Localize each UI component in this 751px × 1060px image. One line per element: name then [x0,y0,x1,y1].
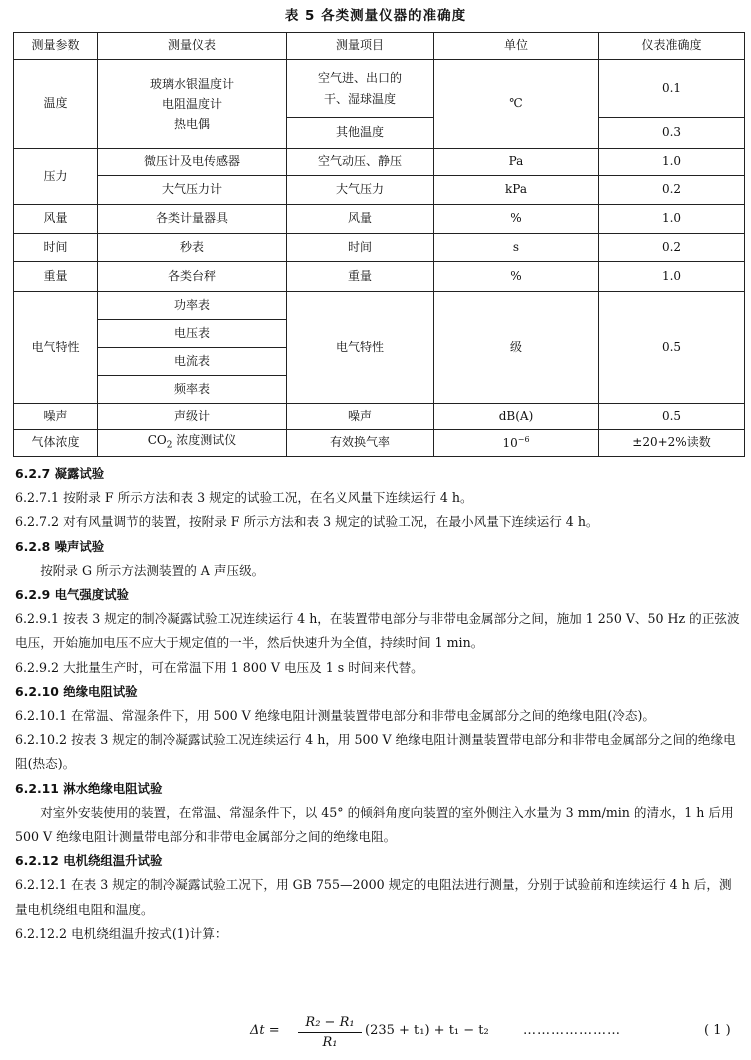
section-paragraph: 6.2.9.1 按表 3 规定的制冷凝露试验工况连续运行 4 h，在装置带电部分与非带电金属部分之间，施加 1 250 V、50 Hz 的正弦波电压，开始施加电压不应大于规定值的一半，然后快速升为全值，持续时间 1 min。 [15,611,740,651]
formula-lhs: Δt = [250,1023,280,1038]
section-heading: 6.2.10 绝缘电阻试验 [15,683,138,699]
instrument-cell: 电流表 [98,348,287,376]
instrument-cell: 功率表 [98,292,287,320]
accuracy-cell: 1.0 [599,205,745,234]
accuracy-cell: 0.5 [599,292,745,404]
formula-fraction [298,1013,362,1052]
body-text [15,462,743,946]
instrument-cell [98,60,287,149]
instrument-cell: 电压表 [98,320,287,348]
unit-cell: kPa [434,176,599,205]
instrument-cell [98,430,287,457]
section-heading: 6.2.8 噪声试验 [15,538,105,554]
table-row [14,205,745,234]
header-cell: 仪表准确度 [599,33,745,60]
instrument-cell: 各类计量器具 [98,205,287,234]
table-row [14,292,745,320]
section-paragraph: 6.2.7.1 按附录 F 所示方法和表 3 规定的试验工况，在名义风量下连续运行 4 h。 [15,490,473,506]
table-row [14,60,745,118]
param-cell: 温度 [14,60,98,149]
section-heading: 6.2.12 电机绕组温升试验 [15,853,163,869]
section-heading: 6.2.11 淋水绝缘电阻试验 [15,780,163,796]
item-cell: 大气压力 [287,176,434,205]
param-cell: 压力 [14,149,98,205]
section-paragraph: 6.2.12.1 在表 3 规定的制冷凝露试验工况下，用 GB 755—2000 规定的电阻法进行测量，分别于试验前和连续运行 4 h 后，测量电机绕组电阻和温度。 [15,877,732,917]
header-cell: 测量项目 [287,33,434,60]
section-heading: 6.2.7 凝露试验 [15,466,105,481]
table-caption: 表 5 各类测量仪器的准确度 [284,8,467,24]
accuracy-cell: 0.3 [599,118,745,149]
section-paragraph: 按附录 G 所示方法测装置的 A 声压级。 [40,562,265,578]
formula-rest: (235 + t₁) + t₁ − t₂ [365,1023,489,1038]
accuracy-cell: 1.0 [599,149,745,176]
header-cell: 测量参数 [14,33,98,60]
item-cell: 风量 [287,205,434,234]
unit-cell [434,430,599,457]
instrument-suffix: 浓度测试仪 [172,433,237,448]
unit-exponent: −6 [517,434,530,444]
param-cell: 电气特性 [14,292,98,404]
section-paragraph: 6.2.12.2 电机绕组温升按式(1)计算： [15,925,228,941]
param-cell: 重量 [14,262,98,292]
formula-1 [0,1013,751,1055]
co2-subscript: 2 [166,440,173,451]
table-row [14,234,745,262]
section-paragraph: 6.2.9.2 大批量生产时，可在常温下用 1 800 V 电压及 1 s 时间来代替。 [15,659,424,675]
item-cell [287,60,434,118]
param-cell: 风量 [14,205,98,234]
item-cell: 空气动压、静压 [287,149,434,176]
instrument-line: 玻璃水银温度计 [149,77,234,91]
accuracy-cell: 1.0 [599,262,745,292]
param-cell: 噪声 [14,404,98,430]
param-cell: 时间 [14,234,98,262]
section-paragraph: 6.2.10.2 按表 3 规定的制冷凝露试验工况连续运行 4 h，用 500 V 绝缘电阻计测量装置带电部分和非带电金属部分之间的绝缘电阻(热态)。 [15,732,736,772]
unit-cell: % [434,262,599,292]
instrument-cell: 大气压力计 [98,176,287,205]
header-cell: 测量仪表 [98,33,287,60]
equation-number: ( 1 ) [704,1023,731,1038]
item-line: 空气进、出口的 [317,70,402,85]
item-cell: 时间 [287,234,434,262]
section-paragraph: 6.2.10.1 在常温、常湿条件下，用 500 V 绝缘电阻计测量装置带电部分和非带电金属部分之间的绝缘电阻(冷态)。 [15,708,655,724]
section-paragraph: 对室外安装使用的装置，在常温、常湿条件下，以 45° 的倾斜角度向装置的室外侧注入水量为 3 mm/min 的清水，1 h 后用 500 V 绝缘电阻计测量带电部分和非带电金属部分之间的绝缘电阻。 [15,804,734,845]
table-row [14,176,745,205]
unit-cell: % [434,205,599,234]
table-row [14,149,745,176]
table-row [14,430,745,457]
instrument-cell: 微压计及电传感器 [98,149,287,176]
unit-cell: ℃ [434,60,599,149]
param-cell: 气体浓度 [14,430,98,457]
unit-cell: dB(A) [434,404,599,430]
item-cell: 电气特性 [287,292,434,404]
accuracy-cell: 0.5 [599,404,745,430]
header-cell: 单位 [434,33,599,60]
item-line: 干、湿球温度 [323,91,396,106]
table-row [14,262,745,292]
co2-label: CO [147,433,167,448]
instrument-line: 热电偶 [173,117,210,131]
accuracy-cell: 0.2 [599,234,745,262]
unit-cell: Pa [434,149,599,176]
unit-base: 10 [502,435,518,450]
accuracy-table [13,32,745,457]
accuracy-cell: 0.1 [599,60,745,118]
formula-denominator: R₁ [322,1035,338,1050]
accuracy-cell: ±20+2%读数 [599,430,745,457]
item-cell: 重量 [287,262,434,292]
unit-cell: s [434,234,599,262]
instrument-cell: 各类台秤 [98,262,287,292]
section-heading: 6.2.9 电气强度试验 [15,587,129,603]
section-paragraph: 6.2.7.2 对有风量调节的装置，按附录 F 所示方法和表 3 规定的试验工况，在最小风量下连续运行 4 h。 [15,514,599,530]
item-cell: 有效换气率 [287,430,434,457]
item-cell: 其他温度 [287,118,434,149]
formula-leader-dots: ………………… [523,1023,621,1038]
instrument-line: 电阻温度计 [161,97,222,111]
item-cell: 噪声 [287,404,434,430]
accuracy-cell: 0.2 [599,176,745,205]
formula-numerator: R₂ − R₁ [298,1013,362,1033]
table-row [14,404,745,430]
instrument-cell: 频率表 [98,376,287,404]
instrument-cell: 秒表 [98,234,287,262]
instrument-cell: 声级计 [98,404,287,430]
table-header-row [14,33,745,60]
unit-cell: 级 [434,292,599,404]
